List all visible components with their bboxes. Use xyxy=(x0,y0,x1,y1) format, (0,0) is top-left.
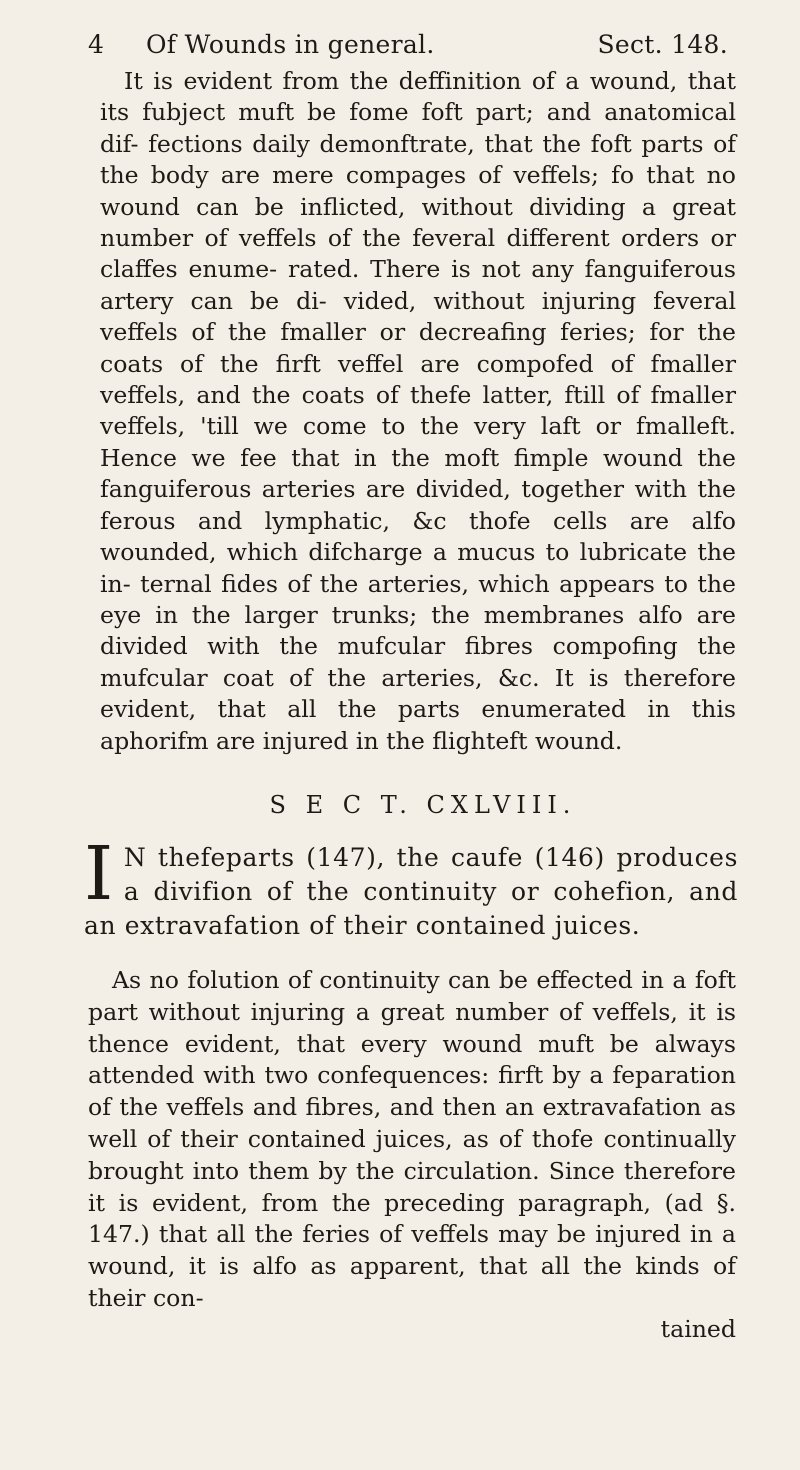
page-number: 4 xyxy=(88,30,105,59)
section-reference: Sect. 148. xyxy=(597,30,728,59)
aphorism-text: N thefeparts (147), the caufe (146) produces a divifion of the continuity or cohefion, and an extravafation of their contained juices. xyxy=(84,842,738,940)
opening-paragraph: It is evident from the deffinition of a wound, that its fubject muft be fome foft part; and anatomical dif- fections daily demonftrate, that the foft parts of the body are mere compages of veffels; fo that no wound can be inflicted, without dividing a great number of veffels of the feveral different orders or claffes enume- rated. There is not any fanguiferous artery can be di- vided, without injuring feveral veffels of the fmaller or decreafing feries; for the coats of the firft veffel are compofed of fmaller veffels, and the coats of thefe latter, ftill of fmaller veffels, 'till we come to the very laft or fmalleft. Hence we fee that in the moft fimple wound the fanguiferous arteries are divided, together with the ferous and lymphatic, &c thofe cells are alfo wounded, which difcharge a mucus to lubricate the in- ternal fides of the arteries, which appears to the eye in the larger trunks; the membranes alfo are divided with the mufcular fibres compofing the mufcular coat of the arteries, &c. It is therefore evident, that all the parts enumerated in this aphorifm are injured in the flighteft wound. xyxy=(100,67,736,755)
drop-cap: I xyxy=(84,830,114,917)
catchword: tained xyxy=(660,1314,736,1343)
aphorism-paragraph xyxy=(84,830,738,943)
section-heading: S E C T. CXLVIII. xyxy=(269,790,577,819)
commentary-paragraph: As no folution of continuity can be effected in a foft part without injuring a great number of veffels, it is thence evident, that every wound muft be always attended with two confequences: firft by a feparation of the veffels and fibres, and then an extravafation as well of their contained juices, as of thofe continually brought into them by the circulation. Since therefore it is evident, from the preceding paragraph, (ad §. 147.) that all the feries of veffels may be injured in a wound, it is alfo as apparent, that all the kinds of their con- xyxy=(88,965,736,1312)
running-head xyxy=(88,30,738,64)
running-title: Of Wounds in general. xyxy=(146,30,435,59)
